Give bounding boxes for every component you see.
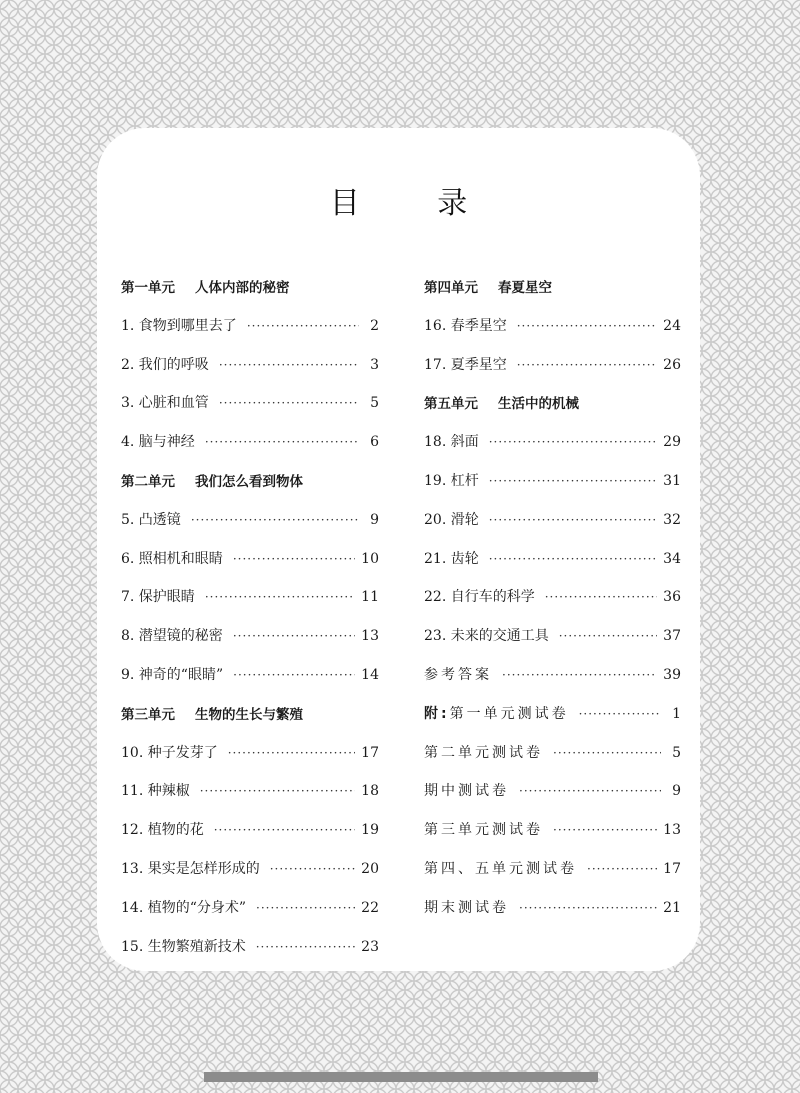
- toc-entry[interactable]: [121, 664, 379, 703]
- dot-leader: [519, 901, 657, 915]
- toc-entry[interactable]: [424, 703, 681, 742]
- dot-leader: [489, 474, 657, 488]
- dot-leader: [256, 901, 355, 915]
- toc-entry-label: 参考答案: [424, 666, 492, 683]
- toc-entry[interactable]: [424, 548, 681, 587]
- dot-leader: [553, 823, 657, 837]
- toc-entry-label: 12. 植物的花: [121, 822, 204, 839]
- toc-page-number: 1: [672, 705, 681, 722]
- dot-leader: [247, 319, 359, 333]
- toc-page-number: 26: [663, 356, 681, 373]
- toc-entry-label: 期中测试卷: [424, 783, 509, 800]
- toc-unit-heading: [424, 276, 681, 315]
- toc-unit-heading: [121, 470, 379, 509]
- dot-leader: [489, 435, 657, 449]
- toc-entry[interactable]: [424, 509, 681, 548]
- unit-number: 第三单元: [121, 706, 175, 723]
- toc-entry-label: [424, 703, 569, 723]
- toc-entry-label: 13. 果实是怎样形成的: [121, 860, 260, 877]
- toc-entry[interactable]: [121, 742, 379, 781]
- dot-leader: [553, 746, 661, 760]
- dot-leader: [233, 629, 355, 643]
- toc-entry[interactable]: [121, 586, 379, 625]
- unit-number: 第五单元: [424, 396, 478, 413]
- toc-page-number: 29: [663, 434, 681, 451]
- toc-entry-label: 17. 夏季星空: [424, 356, 507, 373]
- dot-leader: [191, 513, 359, 527]
- toc-entry[interactable]: [121, 625, 379, 664]
- unit-name: 我们怎么看到物体: [195, 473, 303, 490]
- toc-entry[interactable]: [424, 470, 681, 509]
- dot-leader: [200, 784, 355, 798]
- toc-entry-label: 8. 潜望镜的秘密: [121, 628, 223, 645]
- toc-unit-heading: [121, 703, 379, 742]
- toc-page-number: 2: [370, 317, 379, 334]
- toc-entry-label: 19. 杠杆: [424, 472, 479, 489]
- toc-entry[interactable]: [121, 354, 379, 393]
- toc-page-number: 17: [663, 860, 681, 877]
- toc-entry[interactable]: [121, 897, 379, 936]
- toc-page-number: 22: [361, 899, 379, 916]
- toc-entry-label: 第四、五单元测试卷: [424, 860, 577, 877]
- toc-page-number: 9: [370, 511, 379, 528]
- toc-unit-heading: [424, 392, 681, 431]
- toc-page-number: 13: [361, 628, 379, 645]
- dot-leader: [517, 358, 657, 372]
- toc-entry[interactable]: [424, 664, 681, 703]
- toc-entry[interactable]: [121, 509, 379, 548]
- toc-right-column: [424, 276, 681, 936]
- dot-leader: [489, 513, 657, 527]
- toc-entry-label: 22. 自行车的科学: [424, 589, 535, 606]
- toc-entry[interactable]: [121, 431, 379, 470]
- toc-entry[interactable]: [424, 819, 681, 858]
- dot-leader: [270, 862, 355, 876]
- toc-page-number: 17: [361, 744, 379, 761]
- toc-entry[interactable]: [424, 625, 681, 664]
- toc-entry-label: 期末测试卷: [424, 899, 509, 916]
- bottom-bar: [204, 1072, 598, 1082]
- toc-page-number: 20: [361, 860, 379, 877]
- toc-page-number: 39: [663, 666, 681, 683]
- unit-number: 第四单元: [424, 280, 478, 296]
- dot-leader: [219, 358, 359, 372]
- toc-page-number: 36: [663, 589, 681, 606]
- toc-page-number: 37: [663, 628, 681, 645]
- dot-leader: [233, 668, 355, 682]
- dot-leader: [214, 823, 355, 837]
- toc-entry[interactable]: [424, 586, 681, 625]
- unit-number: 第二单元: [121, 473, 175, 490]
- toc-entry-label: 第二单元测试卷: [424, 744, 543, 761]
- toc-entry-label: 10. 种子发芽了: [121, 744, 218, 761]
- appendix-prefix: 附:: [424, 705, 450, 722]
- dot-leader: [545, 590, 657, 604]
- toc-page-number: 6: [370, 434, 379, 451]
- toc-entry-label: 18. 斜面: [424, 434, 479, 451]
- toc-entry[interactable]: [424, 858, 681, 897]
- toc-page-number: 5: [672, 744, 681, 761]
- toc-entry-label: 21. 齿轮: [424, 550, 479, 567]
- toc-entry[interactable]: [424, 354, 681, 393]
- toc-entry[interactable]: [121, 936, 379, 975]
- toc-entry[interactable]: [424, 742, 681, 781]
- dot-leader: [579, 707, 661, 721]
- dot-leader: [205, 590, 355, 604]
- toc-entry[interactable]: [121, 780, 379, 819]
- toc-entry-label: 7. 保护眼睛: [121, 589, 195, 606]
- toc-entry-label: 16. 春季星空: [424, 317, 507, 334]
- toc-entry-label: 第三单元测试卷: [424, 822, 543, 839]
- toc-entry-label: 23. 未来的交通工具: [424, 628, 549, 645]
- toc-entry-label: 2. 我们的呼吸: [121, 356, 209, 373]
- unit-name: 人体内部的秘密: [195, 280, 290, 296]
- dot-leader: [219, 396, 359, 410]
- toc-page-number: 3: [370, 356, 379, 373]
- toc-page-number: 32: [663, 511, 681, 528]
- dot-leader: [489, 552, 657, 566]
- toc-entry[interactable]: [121, 548, 379, 587]
- dot-leader: [587, 862, 657, 876]
- toc-entry[interactable]: [121, 392, 379, 431]
- toc-page-number: 18: [361, 783, 379, 800]
- toc-card: [97, 128, 700, 971]
- toc-page-number: 14: [361, 666, 379, 683]
- toc-entry[interactable]: [121, 315, 379, 354]
- toc-page-number: 31: [663, 472, 681, 489]
- toc-page-number: 34: [663, 550, 681, 567]
- toc-entry-label: 20. 滑轮: [424, 511, 479, 528]
- toc-entry-label: 9. 神奇的“眼睛”: [121, 666, 224, 683]
- toc-page-number: 19: [361, 822, 379, 839]
- page-title: 目 录: [329, 186, 502, 221]
- dot-leader: [517, 319, 657, 333]
- toc-entry-label: 14. 植物的“分身术”: [121, 899, 247, 916]
- toc-left-column: [121, 276, 379, 974]
- dot-leader: [233, 552, 355, 566]
- toc-entry[interactable]: [424, 780, 681, 819]
- unit-name: 生活中的机械: [498, 396, 579, 413]
- dot-leader: [519, 784, 661, 798]
- dot-leader: [502, 668, 657, 682]
- toc-page-number: 5: [370, 395, 379, 412]
- unit-name: 生物的生长与繁殖: [195, 706, 303, 723]
- toc-entry[interactable]: [121, 858, 379, 897]
- toc-entry-label: 4. 脑与神经: [121, 434, 195, 451]
- dot-leader: [205, 435, 359, 449]
- toc-page-number: 10: [361, 550, 379, 567]
- toc-entry-label: 5. 凸透镜: [121, 511, 181, 528]
- dot-leader: [228, 746, 355, 760]
- unit-name: 春夏星空: [498, 280, 552, 296]
- toc-entry-label: 3. 心脏和血管: [121, 395, 209, 412]
- toc-page-number: 23: [361, 938, 379, 955]
- unit-number: 第一单元: [121, 280, 175, 296]
- toc-page-number: 13: [663, 822, 681, 839]
- toc-page-number: 11: [361, 589, 379, 606]
- toc-entry-label: 11. 种辣椒: [121, 783, 190, 800]
- toc-entry-label: 6. 照相机和眼睛: [121, 550, 223, 567]
- toc-entry-text: 第一单元测试卷: [449, 705, 569, 722]
- toc-entry[interactable]: [121, 819, 379, 858]
- toc-entry-label: 15. 生物繁殖新技术: [121, 938, 246, 955]
- toc-unit-heading: [121, 276, 379, 315]
- dot-leader: [256, 940, 355, 954]
- toc-entry[interactable]: [424, 431, 681, 470]
- toc-page-number: 21: [663, 899, 681, 916]
- toc-page-number: 24: [663, 317, 681, 334]
- toc-page-number: 9: [672, 783, 681, 800]
- toc-entry-label: 1. 食物到哪里去了: [121, 317, 237, 334]
- toc-entry[interactable]: [424, 897, 681, 936]
- toc-entry[interactable]: [424, 315, 681, 354]
- dot-leader: [559, 629, 657, 643]
